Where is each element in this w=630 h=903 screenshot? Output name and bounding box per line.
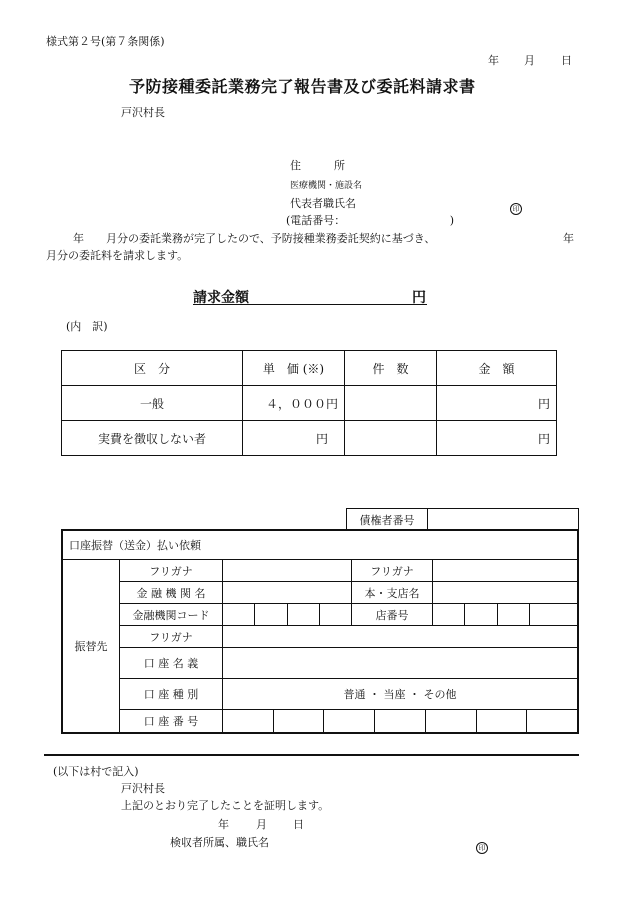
- account-digit[interactable]: [375, 710, 426, 732]
- bank-name-field[interactable]: [223, 582, 352, 604]
- creditor-label: 債権者番号: [347, 509, 428, 531]
- bank-code-digit[interactable]: [319, 604, 351, 626]
- transfer-heading: 口座振替（送金）払い依頼: [62, 530, 578, 560]
- header-amount: 金 額: [437, 351, 557, 386]
- request-amount-label: 請求金額: [193, 290, 249, 306]
- row-category: 実費を徴収しない者: [62, 421, 243, 456]
- date-year: 年: [488, 54, 499, 67]
- branch-name-field[interactable]: [433, 582, 579, 604]
- page-title: 予防接種委託業務完了報告書及び委託料請求書: [129, 77, 476, 96]
- row-count[interactable]: [345, 386, 437, 421]
- addressee: 戸沢村長: [121, 106, 165, 119]
- village-date-year: 年: [218, 818, 229, 831]
- bank-code-digit[interactable]: [255, 604, 287, 626]
- row-unit-price: ４，０００円: [243, 386, 345, 421]
- branch-code-digit[interactable]: [497, 604, 529, 626]
- account-type-label: 口 座 種 別: [120, 679, 223, 710]
- inspector-seal-icon: 印: [476, 842, 488, 854]
- breakdown-caption: (内 訳): [66, 320, 108, 333]
- header-category: 区 分: [62, 351, 243, 386]
- branch-code-spacer: [529, 604, 578, 626]
- branch-code-digit[interactable]: [465, 604, 497, 626]
- row-unit-price[interactable]: 円: [243, 421, 345, 456]
- table-header-row: [62, 351, 557, 386]
- representative-label: 代表者職氏名: [290, 197, 356, 210]
- header-count: 件 数: [345, 351, 437, 386]
- account-furigana-label: フリガナ: [120, 626, 223, 648]
- branch-code-digit[interactable]: [433, 604, 465, 626]
- account-name-label: 口 座 名 義: [120, 648, 223, 679]
- branch-code-label: 店番号: [352, 604, 433, 626]
- transfer-table: [61, 529, 579, 734]
- branch-name-label: 本・支店名: [352, 582, 433, 604]
- date-day: 日: [561, 54, 572, 67]
- row-category: 一般: [62, 386, 243, 421]
- header-unit-price: 単 価 (※): [243, 351, 345, 386]
- account-furigana-field[interactable]: [223, 626, 579, 648]
- row-amount[interactable]: 円: [437, 421, 557, 456]
- row-count[interactable]: [345, 421, 437, 456]
- account-number-digits[interactable]: [223, 710, 579, 734]
- transfer-side-label: 振替先: [62, 560, 120, 734]
- account-digit[interactable]: [477, 710, 528, 732]
- inspector-label: 検収者所属、職氏名: [170, 836, 269, 849]
- phone-label: (電話番号： ): [286, 214, 455, 227]
- village-date-month: 月: [256, 818, 267, 831]
- creditor-table: [346, 508, 579, 531]
- table-row: [62, 386, 557, 421]
- certify-text: 上記のとおり完了したことを証明します。: [121, 799, 330, 812]
- bank-code-digit[interactable]: [287, 604, 319, 626]
- branch-furigana-field[interactable]: [433, 560, 579, 582]
- account-number-label: 口 座 番 号: [120, 710, 223, 734]
- account-digit[interactable]: [527, 710, 577, 732]
- row-amount[interactable]: 円: [437, 386, 557, 421]
- creditor-number-field[interactable]: [428, 509, 579, 531]
- account-digit[interactable]: [274, 710, 325, 732]
- bank-code-label: 金融機関コード: [120, 604, 223, 626]
- account-digit[interactable]: [324, 710, 375, 732]
- account-type-options[interactable]: 普通 ・ 当座 ・ その他: [223, 679, 579, 710]
- statement-line1: 年 月分の委託業務が完了したので、予防接種業務委託契約に基づき、: [73, 232, 436, 245]
- facility-label: 医療機関・施設名: [290, 181, 363, 191]
- account-name-field[interactable]: [223, 648, 579, 679]
- bank-furigana-field[interactable]: [223, 560, 352, 582]
- breakdown-table: [61, 350, 557, 456]
- village-note: (以下は村で記入): [53, 765, 139, 778]
- request-amount-unit: 円: [412, 290, 426, 306]
- bank-code-digit[interactable]: [223, 604, 255, 626]
- account-digit[interactable]: [223, 710, 274, 732]
- section-divider: [44, 754, 579, 756]
- seal-icon: 印: [510, 203, 522, 215]
- form-number: 様式第２号(第７条関係): [46, 35, 165, 48]
- branch-furigana-label: フリガナ: [352, 560, 433, 582]
- address-label: 住 所: [290, 159, 345, 172]
- statement-line2: 月分の委託料を請求します。: [46, 249, 189, 262]
- bank-name-label: 金 融 機 関 名: [120, 582, 223, 604]
- furigana-label: フリガナ: [120, 560, 223, 582]
- statement-line1-tail: 年: [563, 232, 574, 245]
- table-row: [62, 421, 557, 456]
- village-addressee: 戸沢村長: [121, 782, 165, 795]
- village-date-day: 日: [293, 818, 304, 831]
- date-month: 月: [524, 54, 535, 67]
- account-digit[interactable]: [426, 710, 477, 732]
